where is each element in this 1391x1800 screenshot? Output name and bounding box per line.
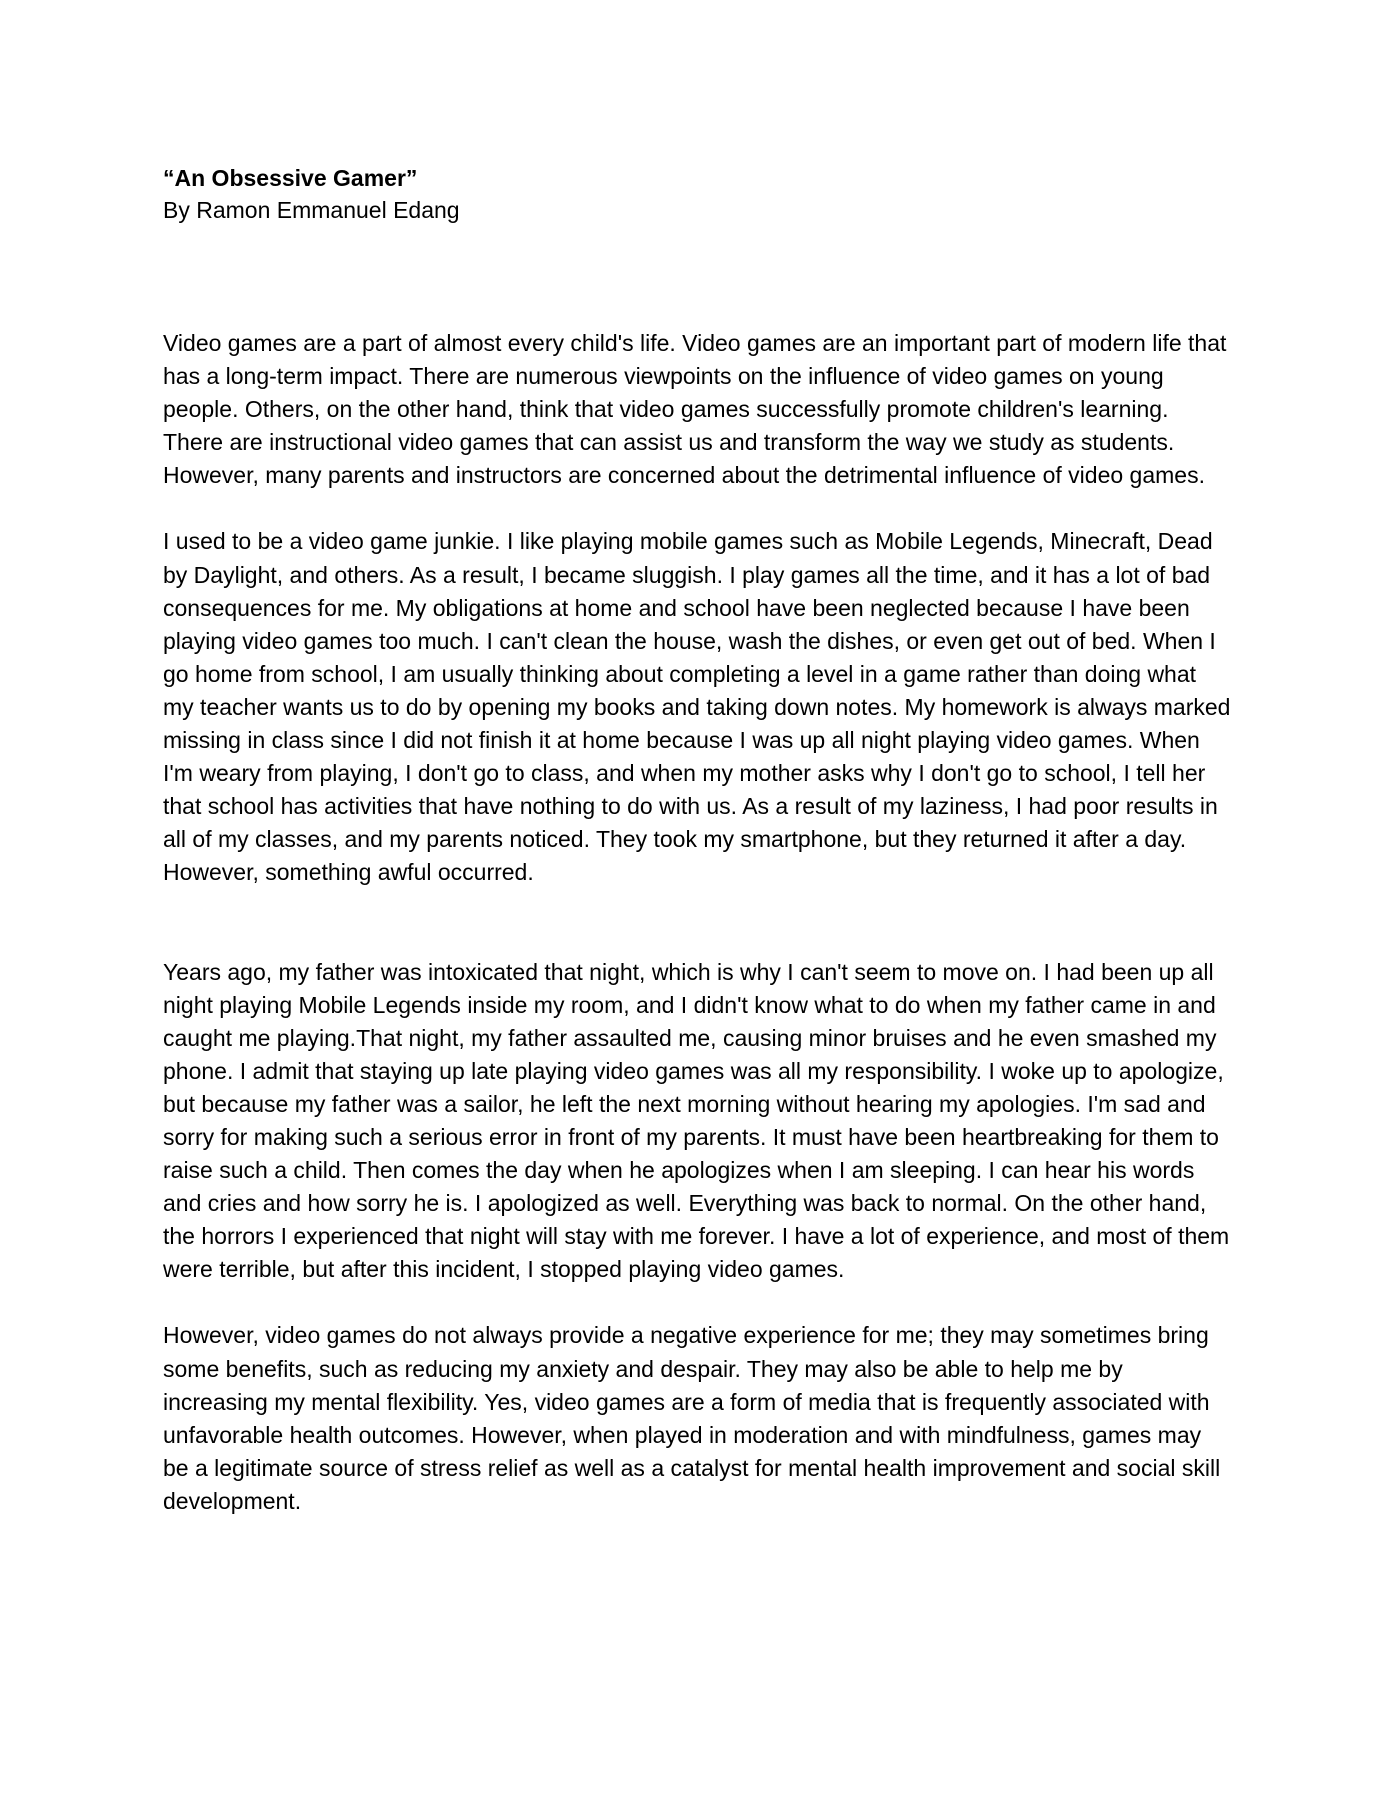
paragraph-1: Video games are a part of almost every child's life. Video games are an important part of modern life that has a long-term impact. There are numerous viewpoints on the influence of video games on young people. Others, on the other hand, think that video games successfully promote children's learning. There are instructional video games that can assist us and transform the way we study as students. However, many parents and instructors are concerned about the detrimental influence of video games. xyxy=(163,330,1227,489)
document-content xyxy=(163,162,1233,1518)
paragraph-3: Years ago, my father was intoxicated that night, which is why I can't seem to move on. I had been up all night playing Mobile Legends inside my room, and I didn't know what to do when my father came in and caught me playing.That night, my father assaulted me, causing minor bruises and he even smashed my phone. I admit that staying up late playing video games was all my responsibility. I woke up to apologize, but because my father was a sailor, he left the next morning without hearing my apologies. I'm sad and sorry for making such a serious error in front of my parents. It must have been heartbreaking for them to raise such a child. Then comes the day when he apologizes when I am sleeping. I can hear his words and cries and how sorry he is. I apologized as well. Everything was back to normal. On the other hand, the horrors I experienced that night will stay with me forever. I have a lot of experience, and most of them were terrible, but after this incident, I stopped playing video games. xyxy=(163,958,1230,1283)
document-title: “An Obsessive Gamer” xyxy=(163,165,418,191)
document-author: By Ramon Emmanuel Edang xyxy=(163,197,460,223)
paragraph-4: However, video games do not always provide a negative experience for me; they may sometimes bring some benefits, such as reducing my anxiety and despair. They may also be able to help me by increasing my mental flexibility. Yes, video games are a form of media that is frequently associated with unfavorable health outcomes. However, when played in moderation and with mindfulness, games may be a legitimate source of stress relief as well as a catalyst for mental health improvement and social skill development. xyxy=(163,1322,1221,1514)
paragraph-2: I used to be a video game junkie. I like playing mobile games such as Mobile Legends, Minecraft, Dead by Daylight, and others. As a result, I became sluggish. I play games all the time, and it has a lot of bad consequences for me. My obligations at home and school have been neglected because I have been playing video games too much. I can't clean the house, wash the dishes, or even get out of bed. When I go home from school, I am usually thinking about completing a level in a game rather than doing what my teacher wants us to do by opening my books and taking down notes. My homework is always marked missing in class since I did not finish it at home because I was up all night playing video games. When I'm weary from playing, I don't go to class, and when my mother asks why I don't go to school, I tell her that school has activities that have nothing to do with us. As a result of my laziness, I had poor results in all of my classes, and my parents noticed. They took my smartphone, but they returned it after a day. However, something awful occurred. xyxy=(163,528,1231,886)
